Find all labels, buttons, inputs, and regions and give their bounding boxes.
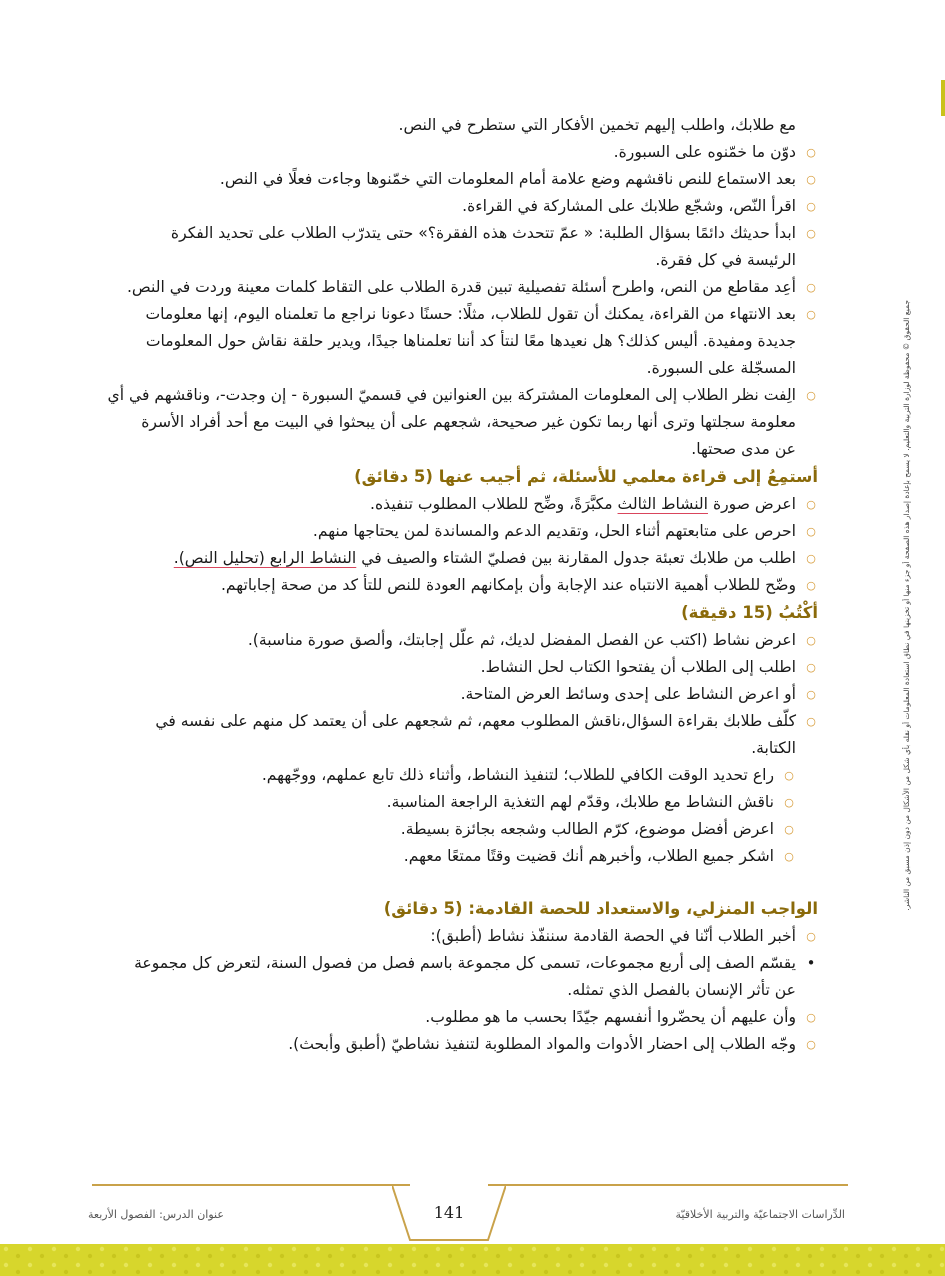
ring-bullet-icon: ○	[784, 823, 794, 836]
list-item: ○ ناقش النشاط مع طلابك، وقدّم لهم التغذية الراجعة المناسبة.	[88, 789, 818, 816]
text-line: الرئيسة في كل فقرة.	[655, 251, 796, 269]
ring-bullet-icon: ○	[806, 715, 816, 728]
ring-bullet-icon: ○	[806, 552, 816, 565]
list-item: ○ بعد الانتهاء من القراءة، يمكنك أن تقول للطلاب، مثلًا: حسنًا دعونا نراجع ما تعلمناه اليوم، إنها معلومات	[88, 301, 818, 328]
ring-bullet-icon: ○	[806, 227, 816, 240]
list-item: • يقسّم الصف إلى أربع مجموعات، تسمى كل مجموعة باسم فصل من فصول السنة، لتعرض كل مجموعة	[88, 950, 818, 977]
ring-bullet-icon: ○	[806, 1038, 816, 1051]
list-item: ○ راع تحديد الوقت الكافي للطلاب؛ لتنفيذ النشاط، وأثناء ذلك تابع عملهم، ووجّههم.	[88, 762, 818, 789]
ring-bullet-icon: ○	[806, 146, 816, 159]
lesson-content	[88, 112, 818, 1058]
ring-bullet-icon: ○	[806, 930, 816, 943]
section-heading-homework: الواجب المنزلي، والاستعداد للحصة القادمة: (5 دقائق)	[383, 899, 818, 918]
list-item: ○ أو اعرض النشاط على إحدى وسائط العرض المتاحة.	[88, 681, 818, 708]
ring-bullet-icon: ○	[806, 173, 816, 186]
ring-bullet-icon: ○	[806, 389, 816, 402]
list-item: ○ اعرض أفضل موضوع، كرّم الطالب وشجعه بجائزة بسيطة.	[88, 816, 818, 843]
ring-bullet-icon: ○	[806, 281, 816, 294]
text-line: معلومة سجلتها وترى أنها ربما تكون غير صحيحة، شجعهم على أن يبحثوا في البيت مع أحد أفراد الأسرة	[141, 413, 796, 431]
ring-bullet-icon: ○	[806, 661, 816, 674]
list-item: ○ ابدأ حديثك دائمًا بسؤال الطلبة: « عمّ تتحدث هذه الفقرة؟» حتى يتدرّب الطلاب على تحديد الفكرة	[88, 220, 818, 247]
ring-bullet-icon: ○	[784, 769, 794, 782]
ring-bullet-icon: ○	[806, 688, 816, 701]
ring-bullet-icon: ○	[784, 796, 794, 809]
list-item: ○ اطلب إلى الطلاب أن يفتحوا الكتاب لحل النشاط.	[88, 654, 818, 681]
list-item: ○ أعِد مقاطع من النص، واطرح أسئلة تفصيلية تبين قدرة الطلاب على التقاط كلمات معينة وردت في النص.	[88, 274, 818, 301]
list-item: ○ وأن عليهم أن يحضّروا أنفسهم جيّدًا بحسب ما هو مطلوب.	[88, 1004, 818, 1031]
ring-bullet-icon: ○	[806, 634, 816, 647]
text-line: جديدة ومفيدة. أليس كذلك؟ هل نعيدها معًا لنتأ كد أننا تعلمناها جيدًا، ويدير حلقة نقاش حول المعلومات	[145, 332, 796, 350]
list-item: ○ بعد الاستماع للنص ناقشهم وضع علامة أمام المعلومات التي خمّنوها وجاءت فعلًا في النص.	[88, 166, 818, 193]
list-item: ○ وجّه الطلاب إلى احضار الأدوات والمواد المطلوبة لتنفيذ نشاطيّ (أطبق وأبحث).	[88, 1031, 818, 1058]
list-item: ○ أخبر الطلاب أنّنا في الحصة القادمة سننفّذ نشاط (أطبق):	[88, 923, 818, 950]
ring-bullet-icon: ○	[806, 200, 816, 213]
side-copyright	[902, 300, 916, 980]
ring-bullet-icon: ○	[784, 850, 794, 863]
list-item: ○ احرص على متابعتهم أثناء الحل، وتقديم الدعم والمساندة لمن يحتاجها منهم.	[88, 518, 818, 545]
spacer	[88, 870, 818, 895]
footer-subject: الدِّراسات الاجتماعيّة والتربية الأخلاقيّة	[675, 1208, 845, 1221]
page-number: 141	[433, 1203, 465, 1222]
footer-rule-left	[92, 1184, 410, 1186]
list-item: ○ اعرض صورة النشاط الثالث مكبَّرَةً، وضِّح للطلاب المطلوب تنفيذه.	[88, 491, 818, 518]
list-item: ○ وضّح للطلاب أهمية الانتباه عند الإجابة وأن بإمكانهم العودة للنص للتأ كد من صحة إجاباتهم.	[88, 572, 818, 599]
ring-bullet-icon: ○	[806, 498, 816, 511]
section-heading-writing: أكْتُبُ (15 دقيقة)	[681, 603, 818, 622]
text-line: مع طلابك، واطلب إليهم تخمين الأفكار التي ستطرح في النص.	[398, 116, 796, 134]
list-item: ○ اقرأ النّص، وشجّع طلابك على المشاركة في القراءة.	[88, 193, 818, 220]
list-item: ○ كلّف طلابك بقراءة السؤال،ناقش المطلوب معهم، ثم شجعهم على أن يعتمد كل منهم على نفسه في	[88, 708, 818, 735]
text-line: عن تأثر الإنسان بالفصل الذي تمثله.	[567, 981, 796, 999]
pattern-icon	[0, 1244, 945, 1276]
underlined-activity-ref: النشاط الثالث	[617, 495, 708, 513]
list-item: ○ اطلب من طلابك تعبئة جدول المقارنة بين فصليّ الشتاء والصيف في النشاط الرابع (تحليل النص).	[88, 545, 818, 572]
dot-bullet-icon: •	[806, 954, 816, 972]
side-accent-stripe	[941, 80, 945, 116]
text-line: الكتابة.	[751, 739, 796, 757]
ring-bullet-icon: ○	[806, 525, 816, 538]
footer-rule-right	[488, 1184, 848, 1186]
text-line: عن مدى صحتها.	[691, 440, 796, 458]
list-item: ○ الِفت نظر الطلاب إلى المعلومات المشتركة بين العنوانين في قسميّ السبورة - إن وجدت-، وناقشهم في أي	[88, 382, 818, 409]
list-item: ○ اشكر جميع الطلاب، وأخبرهم أنك قضيت وقتًا ممتعًا معهم.	[88, 843, 818, 870]
footer-lesson-title: عنوان الدرس: الفصول الأربعة	[88, 1208, 224, 1221]
list-item: ○ دوّن ما خمّنوه على السبورة.	[88, 139, 818, 166]
list-item: ○ اعرض نشاط (اكتب عن الفصل المفضل لديك، ثم علّل إجابتك، وألصق صورة مناسبة).	[88, 627, 818, 654]
ring-bullet-icon: ○	[806, 1011, 816, 1024]
underlined-activity-ref: النشاط الرابع (تحليل النص).	[173, 549, 357, 567]
text-line: المسجّلة على السبورة.	[646, 359, 796, 377]
copyright-text: جميع الحقوق © محفوظة لوزارة التربية والتعليم. لا يسمح بإعادة إصدار هذه الصفحة أو جزء منها أو تخزينها في نطاق استعادة المعلومات أو نقله بأي شكل من الأشكال من دون إذن مسبق من الناشر.	[902, 300, 911, 911]
section-heading-listening: أستمِعُ إلى قراءة معلمي للأسئلة، ثم أجيب عنها (5 دقائق)	[354, 467, 818, 486]
ring-bullet-icon: ○	[806, 579, 816, 592]
decorative-bottom-band	[0, 1244, 945, 1276]
ring-bullet-icon: ○	[806, 308, 816, 321]
